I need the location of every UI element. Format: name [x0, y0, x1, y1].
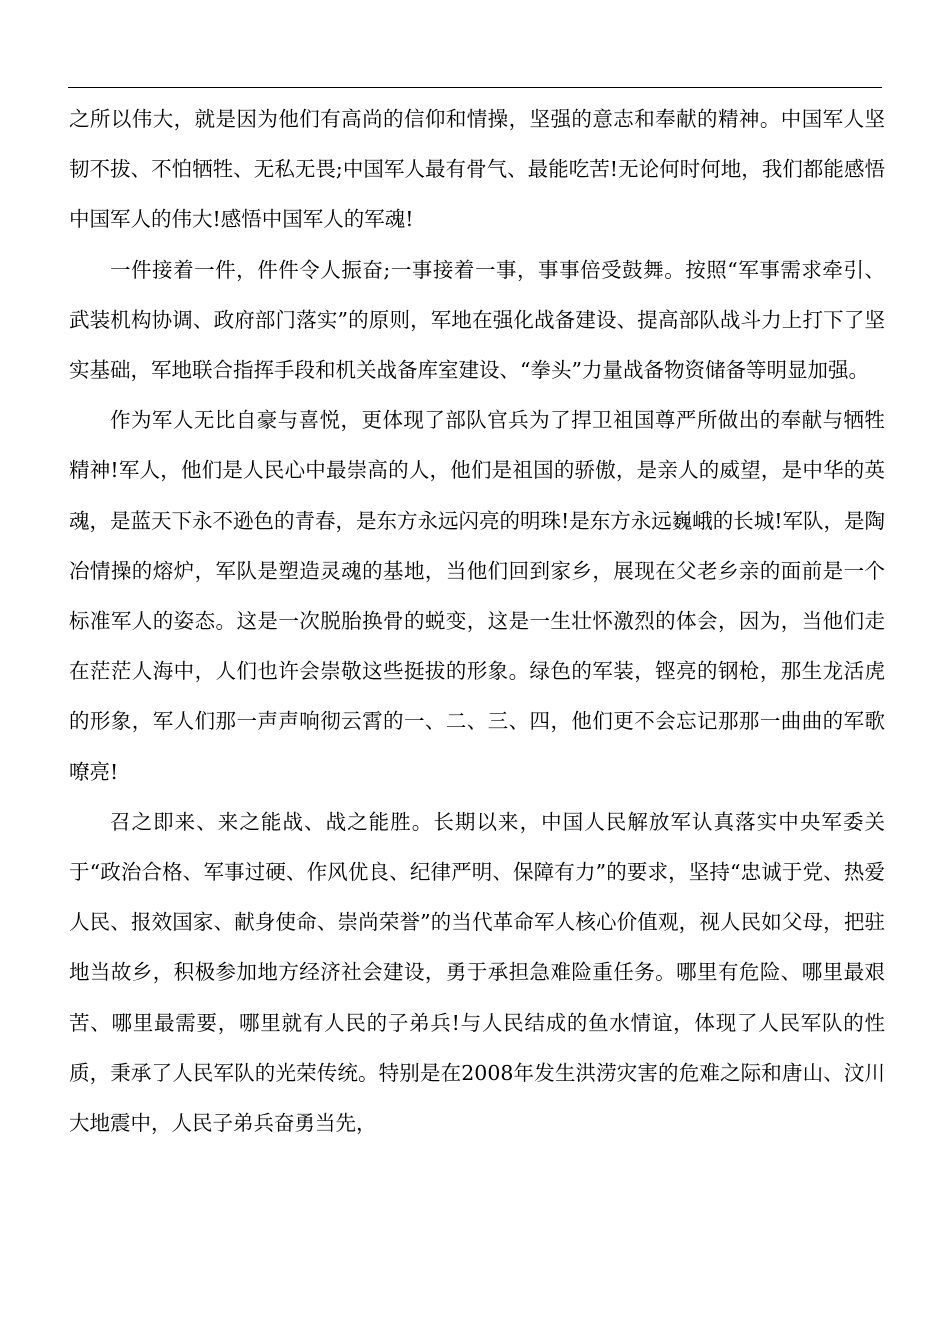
paragraph: 召之即来、来之能战、战之能胜。长期以来，中国人民解放军认真落实中央军委关于“政治合格、军事过硬、作风优良、纪律严明、保障有力”的要求，坚持“忠诚于党、热爱人民、报效国家、献身使命、崇尚荣誉”的当代革命军人核心价值观，视人民如父母，把驻地当故乡，积极参加地方经济社会建设，勇于承担急难险重任务。哪里有危险、哪里最艰苦、哪里最需要，哪里就有人民的子弟兵!与人民结成的鱼水情谊，体现了人民军队的性质，秉承了人民军队的光荣传统。特别是在2008年发生洪涝灾害的危难之际和唐山、汶川大地震中，人民子弟兵奋勇当先， [69, 809, 885, 1136]
paragraph-continued: 之所以伟大，就是因为他们有高尚的信仰和情操，坚强的意志和奉献的精神。中国军人坚韧不拔、不怕牺牲、无私无畏;中国军人最有骨气、最能吃苦!无论何时何地，我们都能感悟中国军人的伟大!感悟中国军人的军魂! [69, 107, 885, 232]
paragraph: 作为军人无比自豪与喜悦，更体现了部队官兵为了捍卫祖国尊严所做出的奉献与牺牲精神!军人，他们是人民心中最崇高的人，他们是祖国的骄傲，是亲人的威望，是中华的英魂，是蓝天下永不逊色的青春，是东方永远闪亮的明珠!是东方永远巍峨的长城!军队，是陶冶情操的熔炉，军队是塑造灵魂的基地，当他们回到家乡，展现在父老乡亲的面前是一个标准军人的姿态。这是一次脱胎换骨的蜕变，这是一生壮怀激烈的体会，因为，当他们走在茫茫人海中，人们也许会崇敬这些挺拔的形象。绿色的军装，铿亮的钢枪，那生龙活虎的形象，军人们那一声声响彻云霄的一、二、三、四，他们更不会忘记那那一曲曲的军歌嘹亮! [69, 408, 885, 784]
document-body [69, 94, 885, 1148]
paragraph: 一件接着一件，件件令人振奋;一事接着一事，事事倍受鼓舞。按照“军事需求牵引、武装机构协调、政府部门落实”的原则，军地在强化战备建设、提高部队战斗力上打下了坚实基础，军地联合指挥手段和机关战备库室建设、“拳头”力量战备物资储备等明显加强。 [69, 257, 885, 383]
header-rule [68, 87, 882, 88]
